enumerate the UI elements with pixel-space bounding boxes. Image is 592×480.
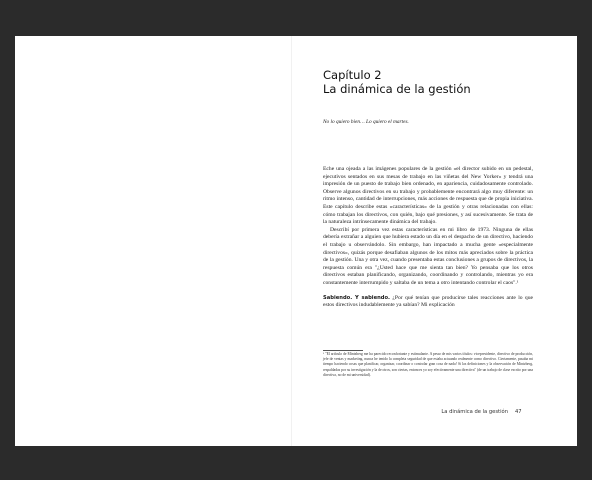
paragraph-2: Describí por primera vez estas características en mi libro de 1973. Ninguna de ellas debería extrañar a alguien que hubiera estado un día en el despacho de un directivo, haciendo el trabajo u observándolo. Sin embargo, han impactado a mucha gente «especialmente directivos», quizás porque desafiaban algunos de los mitos más apreciados sobre la práctica de la gestión. Una y otra vez, cuando presentaba estas conclusiones a grupos de directivos, la respuesta común era "¿Usted hace que me sienta tan bien? Yo pensaba que los otros directivos estaban planificando, organizando, coordinando y controlando, mientras yo era constantemente interrumpido y saltaba de un tema a otro intentando controlar el caos".¹ — [323, 226, 533, 286]
running-head: La dinámica de la gestión — [441, 409, 508, 415]
footnote-rule — [323, 350, 363, 351]
spine-divider — [291, 36, 292, 446]
footnote: ¹ "El artículo de Mintzberg me ha parecido reconfortante y estimulante. A pesar de mis varios títulos: vicepresidente, directivo de producción, jefe de ventas y marketing, nunca he tenido la completa seguridad de que estaba actuando realmente como directivo. Ciertamente, pasaba mi tiempo haciendo cosas que planificar, organizar, coordinar o controlar gran cosa de nada! Si las definiciones y la observación de Mintzberg, respaldadas por su investigación y la de otros, son ciertas, entonces yo soy efectivamente una directiva" (de un trabajo de clase escrito por una directiva, no de mi universidad). — [323, 352, 533, 377]
chapter-title: La dinámica de la gestión — [323, 82, 471, 96]
paragraph-3 — [323, 295, 533, 310]
paragraph-1: Eche una ojeada a las imágenes populares de la gestión «el director subido en un pedestal, ejecutivos sentados en sus mesas de trabajo en las viñetas del New Yorker» y tendrá una impresión de un puesto de trabajo bien ordenado, en apariencia, cuidadosamente controlado. Observe algunos directivos en su trabajo y probablemente encontrará algo muy diferente: un ritmo intenso, cantidad de interrupciones, más acciones de respuesta que de propia iniciativa. Este capítulo describe estas «características» de la gestión y otras relacionadas con ellas: cómo trabajan los directivos, con quién, bajo qué presiones, y así sucesivamente. Se trata de la naturaleza intrínsecamente dinámica del trabajo. — [323, 166, 533, 226]
section-runin-heading: Sabiendo. Y sabiendo. — [323, 294, 391, 301]
chapter-number: Capítulo 2 — [323, 68, 382, 82]
epigraph: No lo quiero bien… Lo quiero el martes. — [323, 119, 409, 125]
paragraph-3-text: ¿Por qué tenían que producirse tales reacciones ante lo que estos directivos indudablemente ya sabían? Mi explicación — [323, 294, 533, 309]
body-text — [323, 166, 533, 310]
book-spread — [15, 36, 577, 446]
page-number: 47 — [515, 409, 522, 415]
